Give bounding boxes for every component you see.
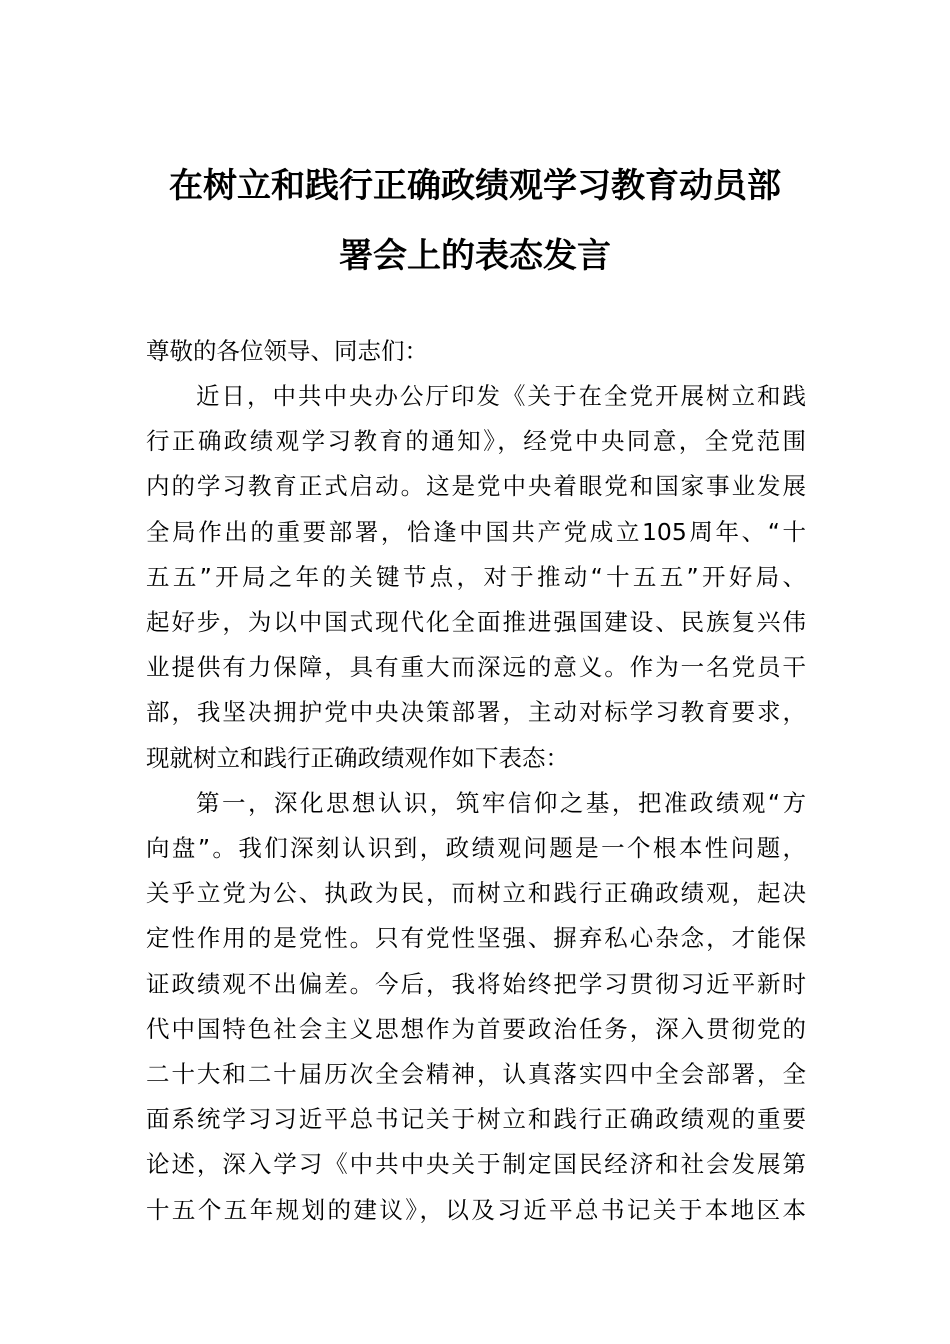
body-line: 面系统学习习近平总书记关于树立和践行正确政绩观的重要 (146, 1105, 806, 1134)
body-line: 五五”开局之年的关键节点，对于推动“十五五”开好局、 (146, 562, 806, 591)
body-line: 二十大和二十届历次全会精神，认真落实四中全会部署，全 (146, 1060, 806, 1088)
body-line: 部，我坚决拥护党中央决策部署，主动对标学习教育要求， (146, 698, 806, 727)
body-line: 十五个五年规划的建议》，以及习近平总书记关于本地区本 (146, 1195, 806, 1224)
body-line: 论述，深入学习《中共中央关于制定国民经济和社会发展第 (146, 1150, 806, 1179)
body-line: 内的学习教育正式启动。这是党中央着眼党和国家事业发展 (146, 472, 806, 501)
body-line: 定性作用的是党性。只有党性坚强、摒弃私心杂念，才能保 (146, 924, 806, 953)
body-line: 向盘”。我们深刻认识到，政绩观问题是一个根本性问题， (146, 834, 806, 862)
body-line: 起好步，为以中国式现代化全面推进强国建设、民族复兴伟 (146, 608, 806, 636)
body-line: 业提供有力保障，具有重大而深远的意义。作为一名党员干 (146, 653, 806, 682)
body-line: 关乎立党为公、执政为民，而树立和践行正确政绩观，起决 (146, 879, 806, 908)
salutation: 尊敬的各位领导、同志们： (146, 337, 428, 365)
body-line: 近日，中共中央办公厅印发《关于在全党开展树立和践 (196, 382, 806, 410)
document-title-line-2: 署会上的表态发言 (339, 236, 611, 276)
body-line: 证政绩观不出偏差。今后，我将始终把学习贯彻习近平新时 (146, 969, 806, 998)
body-line: 第一，深化思想认识，筑牢信仰之基，把准政绩观“方 (196, 788, 806, 817)
document-title-line-1: 在树立和践行正确政绩观学习教育动员部 (169, 166, 781, 206)
body-line: 行正确政绩观学习教育的通知》，经党中央同意，全党范围 (146, 427, 806, 456)
body-line: 代中国特色社会主义思想作为首要政治任务，深入贯彻党的 (146, 1014, 806, 1043)
body-line: 全局作出的重要部署，恰逢中国共产党成立105周年、“十 (146, 517, 806, 546)
body-line: 现就树立和践行正确政绩观作如下表态： (146, 743, 569, 772)
